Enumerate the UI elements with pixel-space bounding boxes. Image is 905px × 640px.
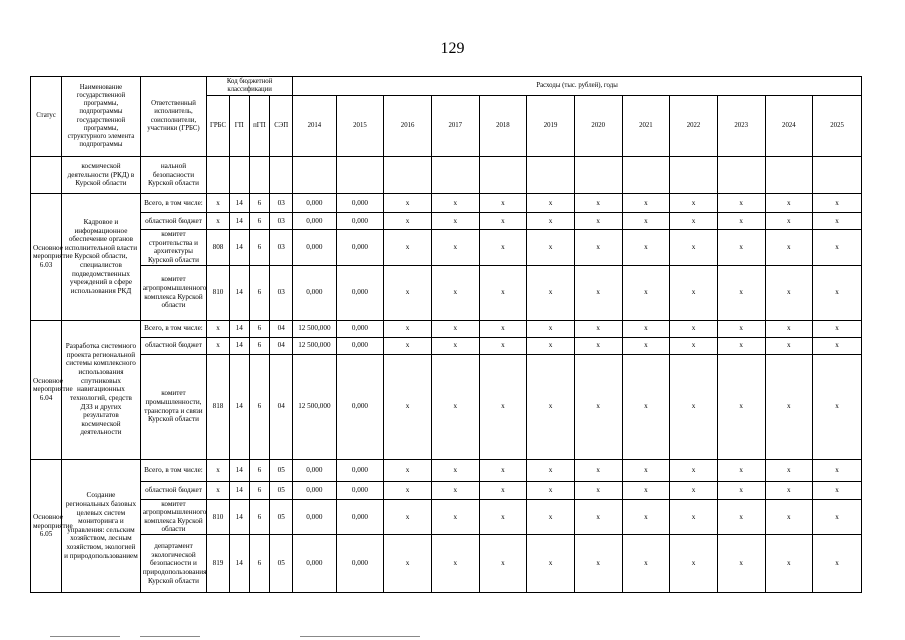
header-year-2018: 2018 — [479, 96, 527, 157]
value-cell-sep: 03 — [270, 265, 293, 320]
value-cell-gp: 14 — [229, 213, 249, 230]
empty-cell — [229, 157, 249, 194]
empty-cell — [249, 157, 270, 194]
value-cell-gp: 14 — [229, 337, 249, 354]
header-year-2022: 2022 — [670, 96, 718, 157]
value-cell-year: x — [717, 535, 765, 593]
page-number: 129 — [440, 40, 465, 57]
value-cell-year: x — [765, 230, 813, 266]
value-cell-year: x — [431, 320, 479, 337]
value-cell-year: x — [670, 354, 718, 459]
footer-rule-left — [50, 636, 120, 637]
value-cell-year: x — [717, 265, 765, 320]
value-cell-gp: 14 — [229, 499, 249, 535]
value-cell-grbs: 810 — [207, 265, 230, 320]
value-cell-year: x — [384, 499, 432, 535]
value-cell-pgp: 6 — [249, 320, 270, 337]
value-cell-year: x — [670, 481, 718, 499]
value-cell-v2014: 0,000 — [293, 213, 337, 230]
name-cell: Создание региональных базовых целевых систем мониторинга и управления: сельским хозяйством, лесным хозяйством, экологией и природопользованием — [62, 459, 141, 593]
value-cell-year: x — [765, 337, 813, 354]
table-row — [31, 230, 862, 266]
value-cell-year: x — [384, 265, 432, 320]
budget-table — [30, 76, 862, 593]
value-cell-year: x — [431, 481, 479, 499]
footer-rule-mid — [140, 636, 200, 637]
value-cell-year: x — [670, 230, 718, 266]
value-cell-year: x — [670, 337, 718, 354]
value-cell-year: x — [622, 354, 670, 459]
value-cell-year: x — [670, 320, 718, 337]
value-cell-year: x — [574, 354, 622, 459]
empty-cell — [384, 157, 432, 194]
value-cell-gp: 14 — [229, 265, 249, 320]
table-row — [31, 265, 862, 320]
value-cell-grbs: x — [207, 213, 230, 230]
value-cell-year: x — [431, 337, 479, 354]
value-cell-v2014: 0,000 — [293, 230, 337, 266]
name-cell: Разработка системного проекта региональной системы комплексного использования спутниковых навигационных технологий, средств ДЗЗ и других результатов космической деятельности — [62, 320, 141, 459]
responsible-cell: нальной безопасности Курской области — [140, 157, 206, 194]
value-cell-sep: 03 — [270, 230, 293, 266]
value-cell-year: x — [765, 499, 813, 535]
header-year-2021: 2021 — [622, 96, 670, 157]
value-cell-year: x — [527, 337, 575, 354]
responsible-cell: Всего, в том числе: — [140, 194, 206, 213]
empty-cell — [670, 157, 718, 194]
header-year-2014: 2014 — [293, 96, 337, 157]
responsible-cell: Всего, в том числе: — [140, 459, 206, 481]
value-cell-sep: 05 — [270, 459, 293, 481]
status-cell — [31, 157, 62, 194]
empty-cell — [270, 157, 293, 194]
value-cell-year: x — [479, 481, 527, 499]
table-row — [31, 354, 862, 459]
footer-rule-right — [300, 636, 420, 637]
header-year-2015: 2015 — [336, 96, 384, 157]
value-cell-year: x — [622, 481, 670, 499]
value-cell-year: x — [527, 230, 575, 266]
table-row — [31, 337, 862, 354]
value-cell-year: x — [527, 265, 575, 320]
value-cell-year: x — [813, 354, 862, 459]
header-expenses: Расходы (тыс. рублей), годы — [293, 77, 862, 96]
value-cell-year: x — [527, 535, 575, 593]
value-cell-year: x — [384, 459, 432, 481]
value-cell-v2015: 0,000 — [336, 230, 384, 266]
header-name: Наименование государственной программы, подпрограммы государственной программы, структурного элемента подпрограммы — [62, 77, 141, 157]
table-row — [31, 481, 862, 499]
value-cell-sep: 04 — [270, 354, 293, 459]
value-cell-year: x — [670, 213, 718, 230]
value-cell-year: x — [384, 535, 432, 593]
value-cell-year: x — [717, 354, 765, 459]
empty-cell — [574, 157, 622, 194]
empty-cell — [622, 157, 670, 194]
value-cell-sep: 03 — [270, 194, 293, 213]
value-cell-year: x — [479, 230, 527, 266]
value-cell-year: x — [765, 194, 813, 213]
header-year-2024: 2024 — [765, 96, 813, 157]
value-cell-year: x — [813, 213, 862, 230]
responsible-cell: Всего, в том числе: — [140, 320, 206, 337]
value-cell-year: x — [574, 213, 622, 230]
value-cell-year: x — [813, 337, 862, 354]
value-cell-v2014: 0,000 — [293, 265, 337, 320]
value-cell-year: x — [765, 320, 813, 337]
value-cell-v2014: 0,000 — [293, 194, 337, 213]
value-cell-year: x — [622, 320, 670, 337]
value-cell-gp: 14 — [229, 194, 249, 213]
value-cell-year: x — [765, 459, 813, 481]
empty-cell — [813, 157, 862, 194]
value-cell-year: x — [622, 459, 670, 481]
empty-cell — [207, 157, 230, 194]
value-cell-v2014: 12 500,000 — [293, 354, 337, 459]
value-cell-year: x — [670, 194, 718, 213]
value-cell-pgp: 6 — [249, 230, 270, 266]
value-cell-year: x — [765, 481, 813, 499]
value-cell-year: x — [717, 337, 765, 354]
value-cell-year: x — [479, 354, 527, 459]
value-cell-year: x — [622, 535, 670, 593]
value-cell-v2015: 0,000 — [336, 499, 384, 535]
header-year-2017: 2017 — [431, 96, 479, 157]
value-cell-year: x — [813, 481, 862, 499]
value-cell-year: x — [670, 535, 718, 593]
value-cell-v2014: 0,000 — [293, 459, 337, 481]
value-cell-year: x — [574, 499, 622, 535]
value-cell-v2014: 0,000 — [293, 481, 337, 499]
value-cell-year: x — [574, 265, 622, 320]
value-cell-grbs: x — [207, 459, 230, 481]
header-year-2016: 2016 — [384, 96, 432, 157]
table-row — [31, 194, 862, 213]
value-cell-v2015: 0,000 — [336, 265, 384, 320]
status-cell: Основное мероприятие 6.05 — [31, 459, 62, 593]
value-cell-year: x — [527, 354, 575, 459]
value-cell-year: x — [527, 499, 575, 535]
value-cell-year: x — [670, 265, 718, 320]
empty-cell — [336, 157, 384, 194]
value-cell-gp: 14 — [229, 459, 249, 481]
header-year-2025: 2025 — [813, 96, 862, 157]
value-cell-year: x — [431, 354, 479, 459]
header-code-col: СЭП — [270, 96, 293, 157]
value-cell-year: x — [574, 459, 622, 481]
header-year-2023: 2023 — [717, 96, 765, 157]
value-cell-year: x — [431, 213, 479, 230]
value-cell-v2014: 0,000 — [293, 499, 337, 535]
value-cell-year: x — [384, 230, 432, 266]
value-cell-year: x — [717, 194, 765, 213]
value-cell-year: x — [384, 354, 432, 459]
value-cell-pgp: 6 — [249, 213, 270, 230]
responsible-cell: комитет агропромышленного комплекса Курской области — [140, 265, 206, 320]
value-cell-pgp: 6 — [249, 481, 270, 499]
value-cell-year: x — [813, 459, 862, 481]
value-cell-year: x — [479, 459, 527, 481]
value-cell-year: x — [670, 459, 718, 481]
empty-cell — [717, 157, 765, 194]
table-row — [31, 535, 862, 593]
value-cell-grbs: x — [207, 481, 230, 499]
responsible-cell: областной бюджет — [140, 337, 206, 354]
value-cell-year: x — [479, 499, 527, 535]
value-cell-gp: 14 — [229, 481, 249, 499]
value-cell-year: x — [765, 535, 813, 593]
value-cell-year: x — [622, 265, 670, 320]
table-row-continuation — [31, 157, 862, 194]
header-responsible: Ответственный исполнитель, соисполнители, участники (ГРБС) — [140, 77, 206, 157]
value-cell-year: x — [527, 459, 575, 481]
value-cell-year: x — [384, 481, 432, 499]
value-cell-sep: 04 — [270, 320, 293, 337]
value-cell-year: x — [813, 535, 862, 593]
value-cell-v2015: 0,000 — [336, 337, 384, 354]
name-cell: Кадровое и информационное обеспечение органов исполнительной власти Курской области, специалистов подведомственных учреждений в сфере использования РКД — [62, 194, 141, 321]
header-budget-code: Код бюджетной классификации — [207, 77, 293, 96]
value-cell-year: x — [813, 265, 862, 320]
value-cell-year: x — [717, 320, 765, 337]
value-cell-year: x — [717, 499, 765, 535]
value-cell-year: x — [479, 337, 527, 354]
value-cell-year: x — [431, 535, 479, 593]
empty-cell — [765, 157, 813, 194]
value-cell-year: x — [431, 230, 479, 266]
value-cell-grbs: 818 — [207, 354, 230, 459]
value-cell-year: x — [574, 337, 622, 354]
value-cell-year: x — [813, 230, 862, 266]
value-cell-year: x — [574, 194, 622, 213]
value-cell-year: x — [527, 320, 575, 337]
header-year-2020: 2020 — [574, 96, 622, 157]
value-cell-pgp: 6 — [249, 535, 270, 593]
value-cell-year: x — [479, 194, 527, 213]
header-year-2019: 2019 — [527, 96, 575, 157]
value-cell-year: x — [574, 320, 622, 337]
value-cell-year: x — [384, 320, 432, 337]
value-cell-v2015: 0,000 — [336, 535, 384, 593]
value-cell-v2015: 0,000 — [336, 194, 384, 213]
value-cell-year: x — [431, 459, 479, 481]
value-cell-year: x — [431, 499, 479, 535]
header-code-col: ГП — [229, 96, 249, 157]
table-row — [31, 320, 862, 337]
value-cell-grbs: 819 — [207, 535, 230, 593]
name-cell: космической деятельности (РКД) в Курской области — [62, 157, 141, 194]
responsible-cell: департамент экологической безопасности и природопользования Курской области — [140, 535, 206, 593]
value-cell-pgp: 6 — [249, 499, 270, 535]
value-cell-gp: 14 — [229, 230, 249, 266]
value-cell-year: x — [479, 265, 527, 320]
empty-cell — [527, 157, 575, 194]
header-code-col: пГП — [249, 96, 270, 157]
value-cell-pgp: 6 — [249, 354, 270, 459]
value-cell-sep: 05 — [270, 499, 293, 535]
value-cell-grbs: 810 — [207, 499, 230, 535]
empty-cell — [293, 157, 337, 194]
value-cell-v2015: 0,000 — [336, 459, 384, 481]
value-cell-v2015: 0,000 — [336, 354, 384, 459]
value-cell-pgp: 6 — [249, 459, 270, 481]
value-cell-v2014: 12 500,000 — [293, 337, 337, 354]
value-cell-gp: 14 — [229, 535, 249, 593]
value-cell-year: x — [813, 320, 862, 337]
empty-cell — [431, 157, 479, 194]
value-cell-v2015: 0,000 — [336, 213, 384, 230]
value-cell-year: x — [622, 194, 670, 213]
value-cell-pgp: 6 — [249, 265, 270, 320]
value-cell-year: x — [574, 481, 622, 499]
header-status: Статус — [31, 77, 62, 157]
header-code-col: ГРБС — [207, 96, 230, 157]
value-cell-year: x — [813, 194, 862, 213]
value-cell-year: x — [479, 213, 527, 230]
value-cell-grbs: x — [207, 320, 230, 337]
value-cell-year: x — [479, 535, 527, 593]
value-cell-year: x — [765, 265, 813, 320]
responsible-cell: областной бюджет — [140, 213, 206, 230]
value-cell-sep: 05 — [270, 535, 293, 593]
value-cell-year: x — [527, 213, 575, 230]
value-cell-year: x — [717, 481, 765, 499]
value-cell-sep: 05 — [270, 481, 293, 499]
responsible-cell: комитет промышленности, транспорта и связи Курской области — [140, 354, 206, 459]
value-cell-year: x — [574, 230, 622, 266]
table-row — [31, 459, 862, 481]
value-cell-year: x — [765, 213, 813, 230]
value-cell-year: x — [670, 499, 718, 535]
value-cell-year: x — [431, 265, 479, 320]
value-cell-v2014: 0,000 — [293, 535, 337, 593]
status-cell: Основное мероприятие 6.03 — [31, 194, 62, 321]
value-cell-year: x — [717, 230, 765, 266]
value-cell-year: x — [574, 535, 622, 593]
responsible-cell: областной бюджет — [140, 481, 206, 499]
value-cell-year: x — [717, 459, 765, 481]
value-cell-gp: 14 — [229, 320, 249, 337]
value-cell-gp: 14 — [229, 354, 249, 459]
value-cell-year: x — [717, 213, 765, 230]
value-cell-year: x — [622, 213, 670, 230]
table-row — [31, 213, 862, 230]
value-cell-year: x — [384, 213, 432, 230]
value-cell-year: x — [813, 499, 862, 535]
value-cell-year: x — [384, 337, 432, 354]
status-cell: Основное мероприятие 6.04 — [31, 320, 62, 459]
value-cell-year: x — [527, 194, 575, 213]
responsible-cell: комитет агропромышленного комплекса Курской области — [140, 499, 206, 535]
value-cell-v2015: 0,000 — [336, 481, 384, 499]
responsible-cell: комитет строительства и архитектуры Курской области — [140, 230, 206, 266]
value-cell-year: x — [527, 481, 575, 499]
value-cell-year: x — [384, 194, 432, 213]
value-cell-year: x — [765, 354, 813, 459]
value-cell-year: x — [479, 320, 527, 337]
value-cell-year: x — [622, 230, 670, 266]
value-cell-grbs: x — [207, 337, 230, 354]
value-cell-grbs: x — [207, 194, 230, 213]
value-cell-year: x — [622, 337, 670, 354]
value-cell-v2015: 0,000 — [336, 320, 384, 337]
value-cell-pgp: 6 — [249, 194, 270, 213]
empty-cell — [479, 157, 527, 194]
value-cell-v2014: 12 500,000 — [293, 320, 337, 337]
value-cell-grbs: 808 — [207, 230, 230, 266]
value-cell-pgp: 6 — [249, 337, 270, 354]
value-cell-year: x — [622, 499, 670, 535]
value-cell-sep: 03 — [270, 213, 293, 230]
value-cell-year: x — [431, 194, 479, 213]
table-row — [31, 499, 862, 535]
value-cell-sep: 04 — [270, 337, 293, 354]
